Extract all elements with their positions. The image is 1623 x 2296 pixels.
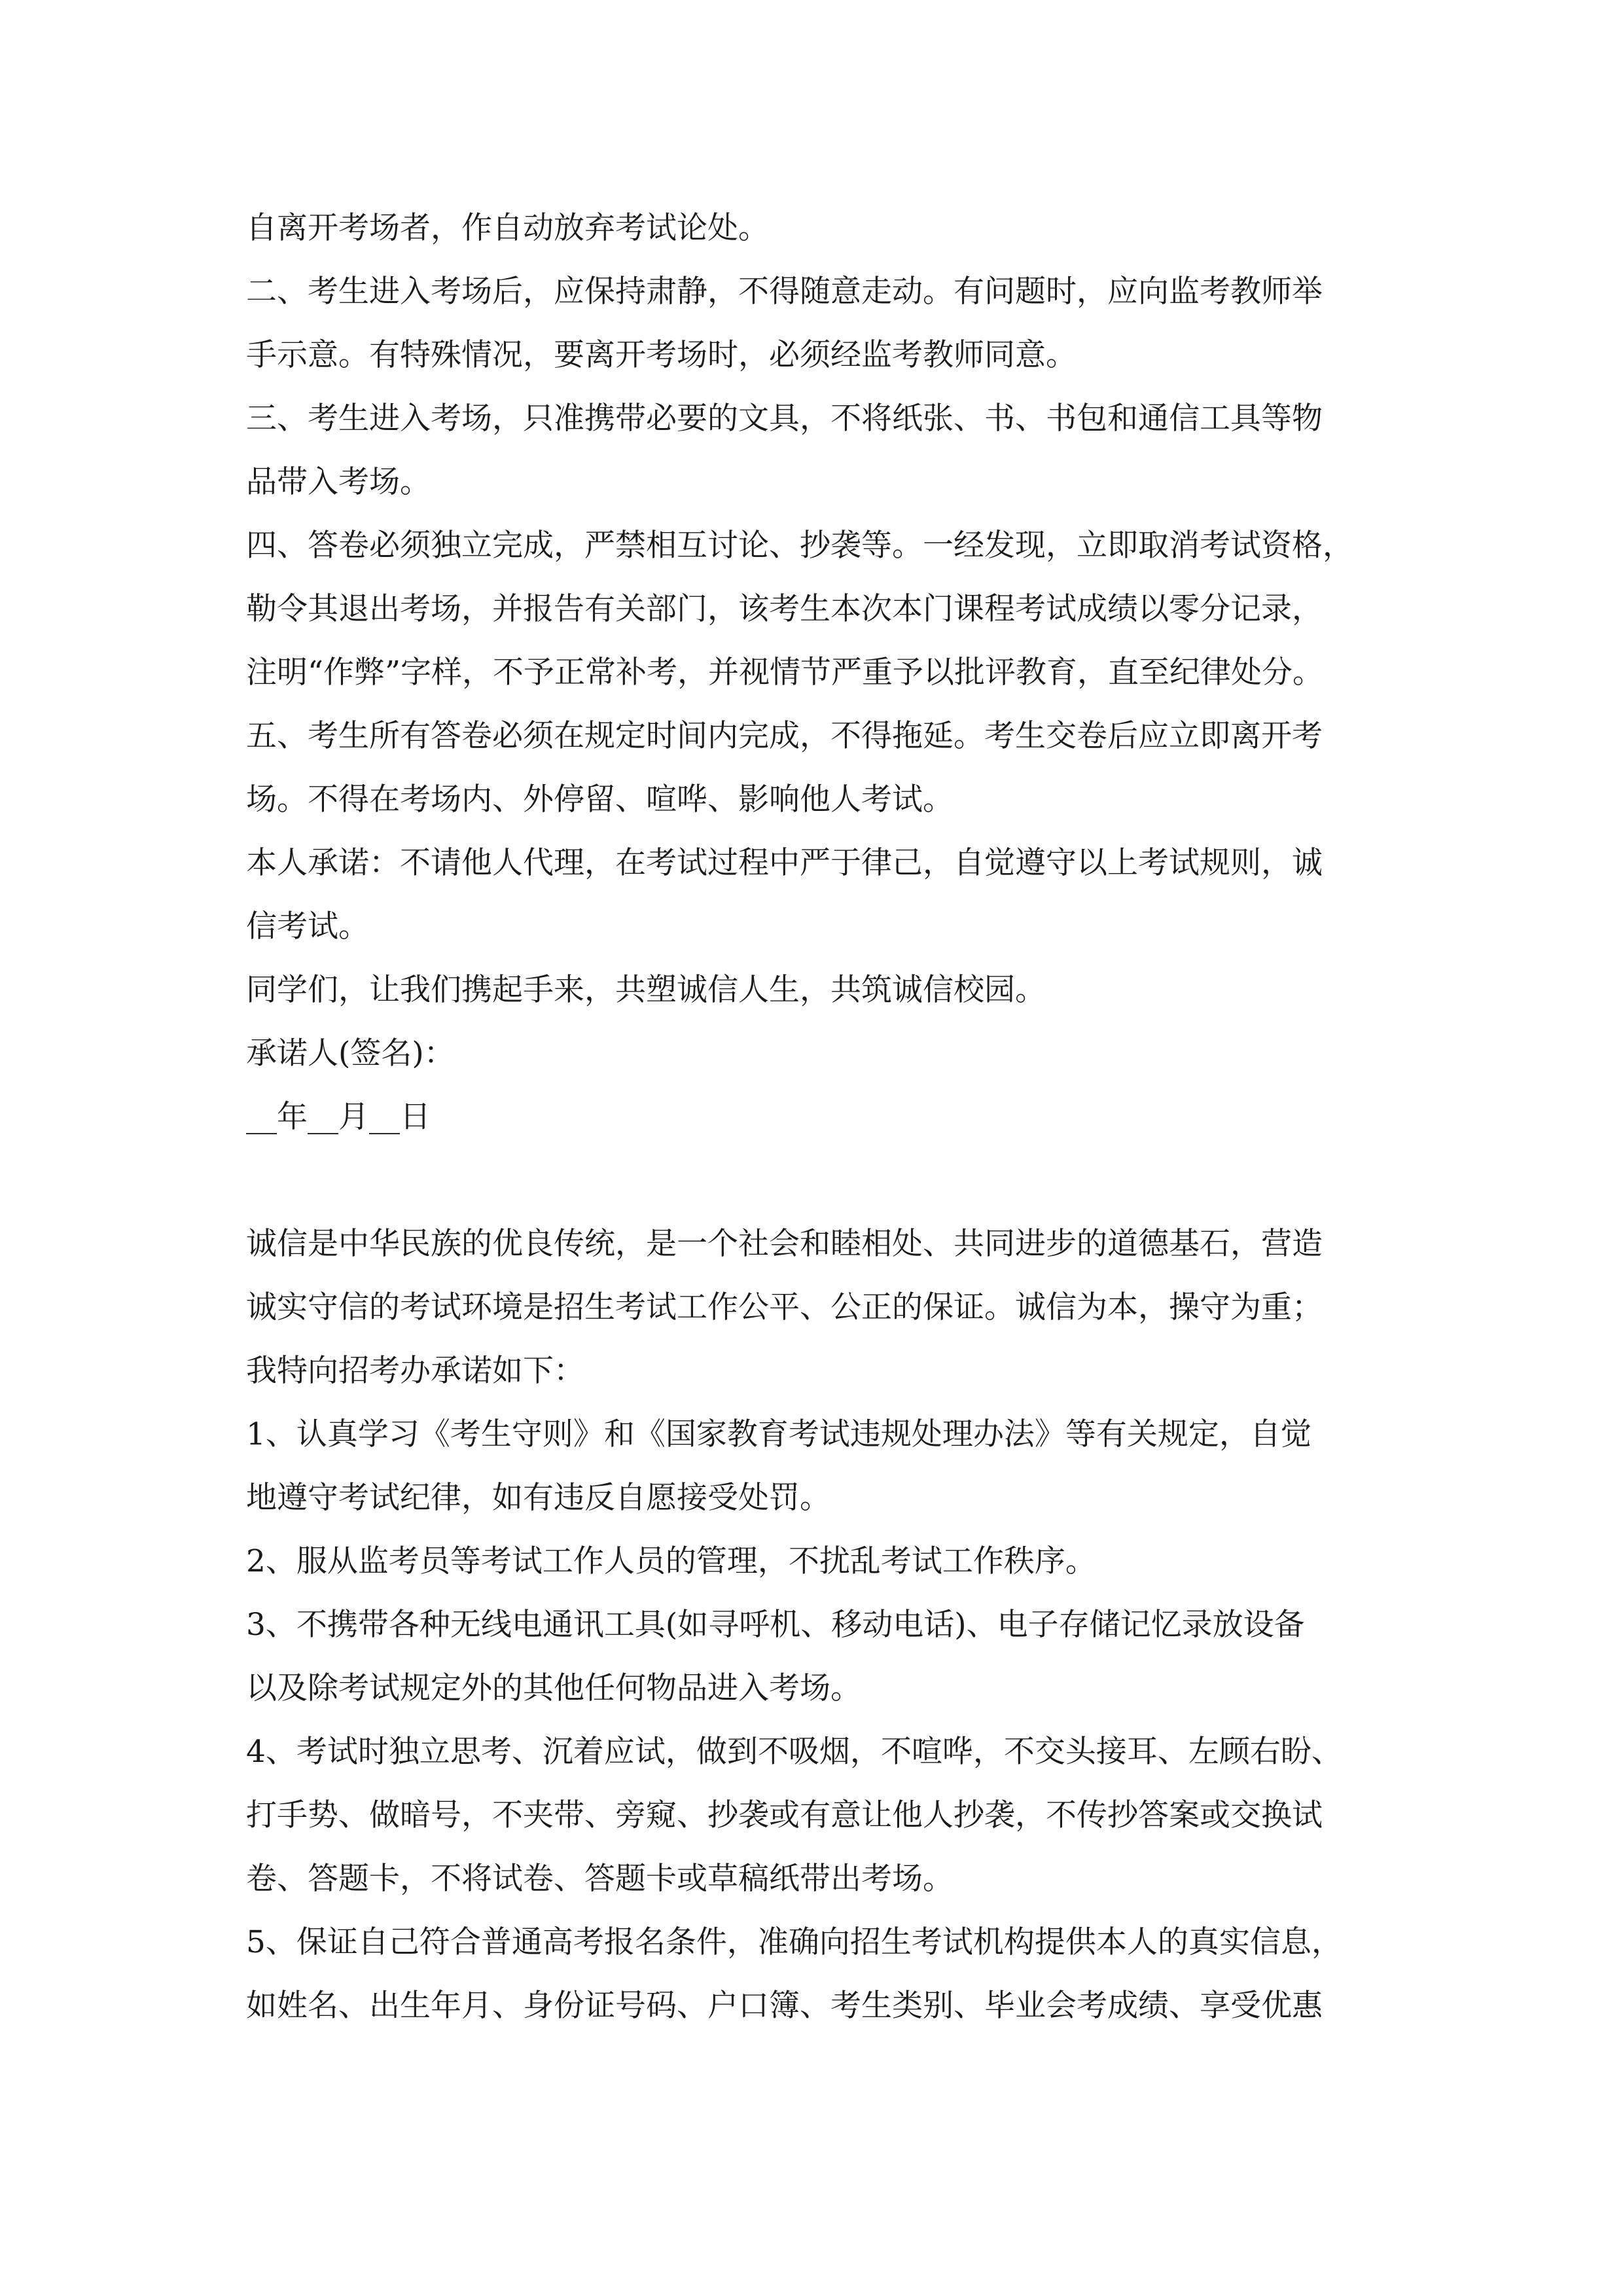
paragraph-line: 品带入考场。 [246,464,431,500]
paragraph-line: 五、考生所有答卷必须在规定时间内完成，不得拖延。考生交卷后应立即离开考 [246,718,1323,754]
section-integrity-pledge [246,1212,1398,2037]
paragraph-line: 4、考试时独立思考、沉着应试，做到不吸烟，不喧哗，不交头接耳、左顾右盼、 [246,1734,1342,1770]
document-body [246,196,1398,2037]
paragraph-line: 自离开考场者，作自动放弃考试论处。 [246,210,769,246]
paragraph-line: 勒令其退出考场，并报告有关部门，该考生本次本门课程考试成绩以零分记录， [246,591,1323,627]
section-exam-rules [246,196,1398,1149]
paragraph-line: 二、考生进入考场后，应保持肃静，不得随意走动。有问题时，应向监考教师举 [246,274,1323,310]
signature-label: 承诺人(签名)： [246,1035,455,1071]
paragraph-line: 同学们，让我们携起手来，共塑诚信人生，共筑诚信校园。 [246,972,1046,1008]
paragraph-line: 三、考生进入考场，只准携带必要的文具，不将纸张、书、书包和通信工具等物 [246,401,1323,437]
paragraph-line: 打手势、做暗号，不夹带、旁窥、抄袭或有意让他人抄袭，不传抄答案或交换试 [246,1797,1323,1833]
paragraph-line: 诚信是中华民族的优良传统，是一个社会和睦相处、共同进步的道德基石，营造 [246,1226,1323,1262]
paragraph-line: 地遵守考试纪律，如有违反自愿接受处罚。 [246,1480,830,1516]
paragraph-line: 1、认真学习《考生守则》和《国家教育考试违规处理办法》等有关规定，自觉 [246,1416,1311,1452]
paragraph-line: 卷、答题卡，不将试卷、答题卡或草稿纸带出考场。 [246,1861,954,1897]
paragraph-line: 手示意。有特殊情况，要离开考场时，必须经监考教师同意。 [246,337,1077,373]
date-line: __年__月__日 [246,1099,431,1135]
paragraph-line: 以及除考试规定外的其他任何物品进入考场。 [246,1670,861,1706]
paragraph-line: 如姓名、出生年月、身份证号码、户口簿、考生类别、毕业会考成绩、享受优惠 [246,1988,1323,2024]
paragraph-line: 四、答卷必须独立完成，严禁相互讨论、抄袭等。一经发现，立即取消考试资格， [246,528,1353,564]
paragraph-line: 场。不得在考场内、外停留、喧哗、影响他人考试。 [246,781,954,817]
paragraph-line: 诚实守信的考试环境是招生考试工作公平、公正的保证。诚信为本，操守为重； [246,1289,1323,1325]
paragraph-line: 信考试。 [246,908,369,944]
paragraph-line: 3、不携带各种无线电通讯工具(如寻呼机、移动电话)、电子存储记忆录放设备 [246,1607,1305,1643]
section-gap [246,1149,1398,1212]
paragraph-line: 2、服从监考员等考试工作人员的管理，不扰乱考试工作秩序。 [246,1543,1096,1579]
paragraph-line: 我特向招考办承诺如下： [246,1353,584,1389]
paragraph-line: 5、保证自己符合普通高考报名条件，准确向招生考试机构提供本人的真实信息， [246,1924,1342,1960]
paragraph-line: 本人承诺：不请他人代理，在考试过程中严于律己，自觉遵守以上考试规则，诚 [246,845,1323,881]
paragraph-line: 注明“作弊”字样，不予正常补考，并视情节严重予以批评教育，直至纪律处分。 [246,655,1324,691]
